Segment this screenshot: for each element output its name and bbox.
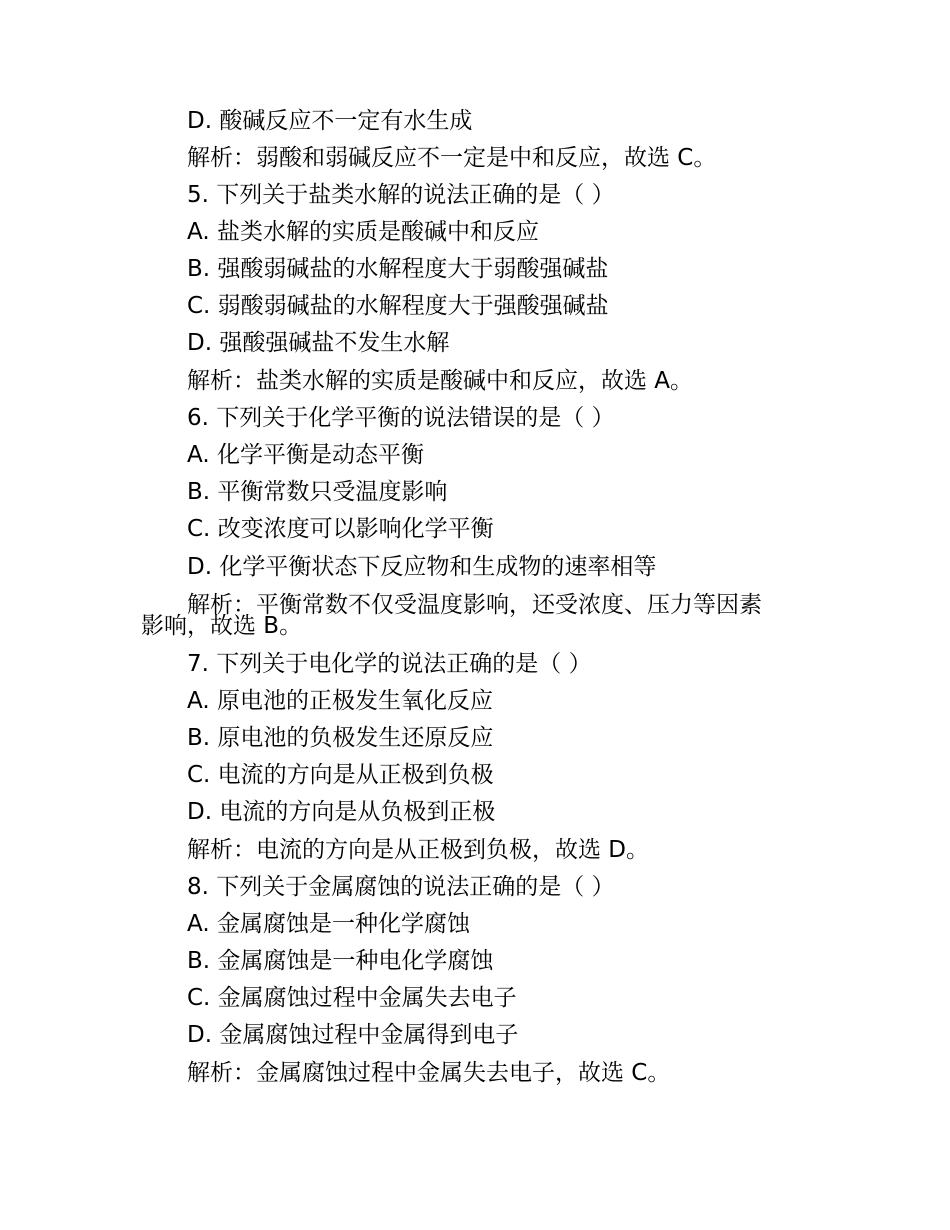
option-b-q5: B. 强酸弱碱盐的水解程度大于弱酸强碱盐	[187, 256, 609, 282]
explanation-q8: 解析：金属腐蚀过程中金属失去电子，故选 C。	[187, 1060, 671, 1086]
explanation-q7: 解析：电流的方向是从正极到负极，故选 D。	[187, 837, 650, 863]
question-8: 8. 下列关于金属腐蚀的说法正确的是（ ）	[187, 874, 615, 900]
option-b-q6: B. 平衡常数只受温度影响	[187, 479, 448, 505]
option-a-q8: A. 金属腐蚀是一种化学腐蚀	[187, 911, 470, 937]
option-c-q8: C. 金属腐蚀过程中金属失去电子	[187, 985, 517, 1011]
question-5: 5. 下列关于盐类水解的说法正确的是（ ）	[187, 182, 615, 208]
question-6: 6. 下列关于化学平衡的说法错误的是（ ）	[187, 405, 615, 431]
option-d-q7: D. 电流的方向是从负极到正极	[187, 799, 496, 825]
option-a-q5: A. 盐类水解的实质是酸碱中和反应	[187, 219, 539, 245]
option-c-q7: C. 电流的方向是从正极到负极	[187, 762, 494, 788]
explanation-q4: 解析：弱酸和弱碱反应不一定是中和反应，故选 C。	[187, 145, 717, 171]
explanation-q6: 解析：平衡常数不仅受温度影响，还受浓度、压力等因素	[187, 592, 762, 618]
option-d-q6: D. 化学平衡状态下反应物和生成物的速率相等	[187, 554, 657, 580]
option-a-q7: A. 原电池的正极发生氧化反应	[187, 688, 493, 714]
option-c-q6: C. 改变浓度可以影响化学平衡	[187, 516, 494, 542]
option-d-q4: D. 酸碱反应不一定有水生成	[187, 108, 473, 134]
question-7: 7. 下列关于电化学的说法正确的是（ ）	[187, 651, 592, 677]
explanation-q6-continued: 影响，故选 B。	[141, 613, 303, 639]
option-d-q8: D. 金属腐蚀过程中金属得到电子	[187, 1022, 519, 1048]
option-d-q5: D. 强酸强碱盐不发生水解	[187, 330, 450, 356]
option-c-q5: C. 弱酸弱碱盐的水解程度大于强酸强碱盐	[187, 293, 609, 319]
option-b-q7: B. 原电池的负极发生还原反应	[187, 725, 494, 751]
option-b-q8: B. 金属腐蚀是一种电化学腐蚀	[187, 948, 494, 974]
explanation-q5: 解析：盐类水解的实质是酸碱中和反应，故选 A。	[187, 368, 694, 394]
option-a-q6: A. 化学平衡是动态平衡	[187, 442, 424, 468]
